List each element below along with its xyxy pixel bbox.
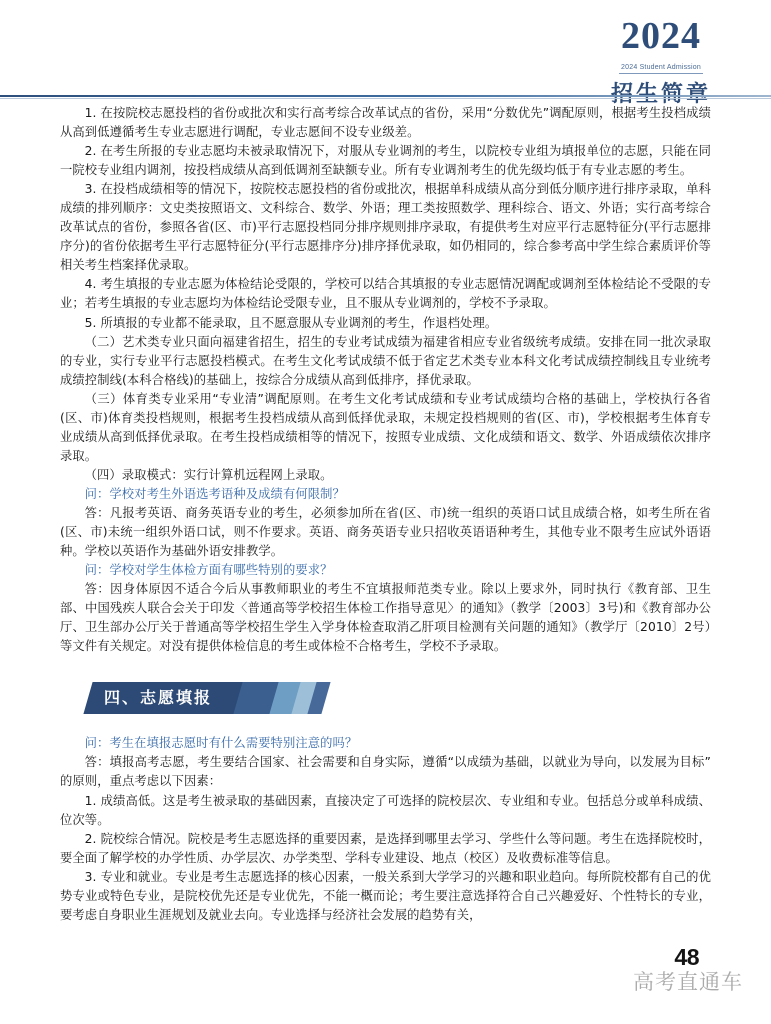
header-divider-thin xyxy=(0,98,771,99)
page-number: 48 xyxy=(674,944,699,970)
admission-rules-section xyxy=(60,104,711,656)
page-header xyxy=(0,0,771,96)
p-a-1: 答：凡报考英语、商务英语专业的考生，必须参加所在省(区、市)统一组织的英语口试且成绩合格，如考生所在省(区、市)未统一组织外语口试，则不作要求。英语、商务英语专业只招收英语语种考生，其他专业不限考生应试外语语种。学校以英语作为基础外语安排教学。 xyxy=(60,505,711,559)
p-item-3: （三）体育类专业采用“专业清”调配原则。在考生文化考试成绩和专业考试成绩均合格的基础上，学校执行各省(区、市)体育类投档规则，根据考生投档成绩从高到低择优录取，未规定投档规则的省(区、市)，学校根据考生体育专业成绩从高到低择优录取。在考生投档成绩相等的情况下，按照专业成绩、文化成绩和语文、数学、外语成绩依次排序录取。 xyxy=(60,391,711,463)
volunteer-application-section xyxy=(60,734,711,924)
p-factor-3: 3. 专业和就业。专业是考生志愿选择的核心因素，一般关系到大学学习的兴趣和职业趋向。每所院校都有自己的优势专业或特色专业，是院校优先还是专业优先，不能一概而论；考生要注意选择符合自己兴趣爱好、个性特长的专业，要考虑自身职业生涯规划及就业去向。专业选择与经济社会发展的趋势有关， xyxy=(60,869,711,922)
p-a-2: 答：因身体原因不适合今后从事教师职业的考生不宜填报师范类专业。除以上要求外，同时执行《教育部、卫生部、中国残疾人联合会关于印发〈普通高等学校招生体检工作指导意见〉的通知》（教学〔2003〕3号)和《教育部办公厅、卫生部办公厅关于普通高等学校招生学生入学身体检查取消乙肝项目检测有关问题的通知》（教学厅〔2010〕2号）等文件有关规定。对没有提供体检信息的考生或体检不合格考生，学校不予录取。 xyxy=(60,582,711,654)
p-q-2: 问：学校对学生体检方面有哪些特别的要求？ xyxy=(84,563,333,578)
watermark-text: 高考直通车 xyxy=(633,970,743,994)
p-rule-1: 1. 在按院校志愿投档的省份或批次和实行高考综合改革试点的省份，采用“分数优先”调配原则，根据考生投档成绩从高到低遵循考生专业志愿进行调配，专业志愿间不设专业级差。 xyxy=(60,106,711,140)
logo-subtitle-en: 2024 Student Admission xyxy=(619,63,703,74)
page-footer xyxy=(547,944,747,1006)
section-title: 四、志愿填报 xyxy=(104,688,213,708)
p-factor-2: 2. 院校综合情况。院校是考生志愿选择的重要因素，是选择到哪里去学习、学些什么等问题。考生在选择院校时，要全面了解学校的办学性质、办学层次、办学类型、学科专业建设、地点（校区）及收费标准等信息。 xyxy=(60,831,711,865)
page-content xyxy=(60,104,711,925)
p-item-2: （二）艺术类专业只面向福建省招生，招生的专业考试成绩为福建省相应专业省级统考成绩。安排在同一批次录取的专业，实行专业平行志愿投档模式。在考生文化考试成绩不低于省定艺术类专业本科文化考试成绩控制线且专业统考成绩控制线(本科合格线)的基础上，按综合分成绩从高到低排序，择优录取。 xyxy=(60,334,711,387)
section-banner xyxy=(88,682,388,714)
p-item-4: （四）录取模式：实行计算机远程网上录取。 xyxy=(84,467,333,482)
p-rule-5: 5. 所填报的专业都不能录取，且不愿意服从专业调剂的考生，作退档处理。 xyxy=(84,315,498,330)
p-rule-3: 3. 在投档成绩相等的情况下，按院校志愿投档的省份或批次，根据单科成绩从高分到低分顺序进行排序录取，单科成绩的排列顺序：文史类按照语文、文科综合、数学、外语；理工类按照数学、理科综合、语文、外语；实行高考综合改革试点的省份，参照各省(区、市)平行志愿投档同分排序规则排序录取，有提供考生对应平行志愿特征分(平行志愿排序分)的省份依据考生平行志愿特征分(平行志愿排序分)排序择优录取，如仍相同的，综合参考高中学生综合素质评价等相关考生档案择优录取。 xyxy=(60,182,711,273)
p-q-1: 问：学校对考生外语选考语种及成绩有何限制？ xyxy=(84,486,345,501)
p-rule-4: 4. 考生填报的专业志愿为体检结论受限的，学校可以结合其填报的专业志愿情况调配或调剂至体检结论不受限的专业；若考生填报的专业志愿均为体检结论受限专业，且不服从专业调剂的，学校不予录取。 xyxy=(60,277,711,311)
p-a-3: 答：填报高考志愿，考生要结合国家、社会需要和自身实际，遵循“以成绩为基础，以就业为导向，以发展为目标”的原则，重点考虑以下因素： xyxy=(60,755,711,789)
p-rule-2: 2. 在考生所报的专业志愿均未被录取情况下，对服从专业调剂的考生，以院校专业组为填报单位的志愿，只能在同一院校专业组内调剂，按投档成绩从高到低调剂至缺额专业。所有专业调剂考生的优先级均低于有专业志愿的考生。 xyxy=(60,144,711,178)
p-q-3: 问：考生在填报志愿时有什么需要特别注意的吗？ xyxy=(84,736,358,751)
logo-year: 2024 xyxy=(621,15,701,57)
header-divider xyxy=(0,95,771,97)
p-factor-1: 1. 成绩高低。这是考生被录取的基础因素，直接决定了可选择的院校层次、专业组和专业。包括总分或单科成绩、位次等。 xyxy=(60,793,711,827)
